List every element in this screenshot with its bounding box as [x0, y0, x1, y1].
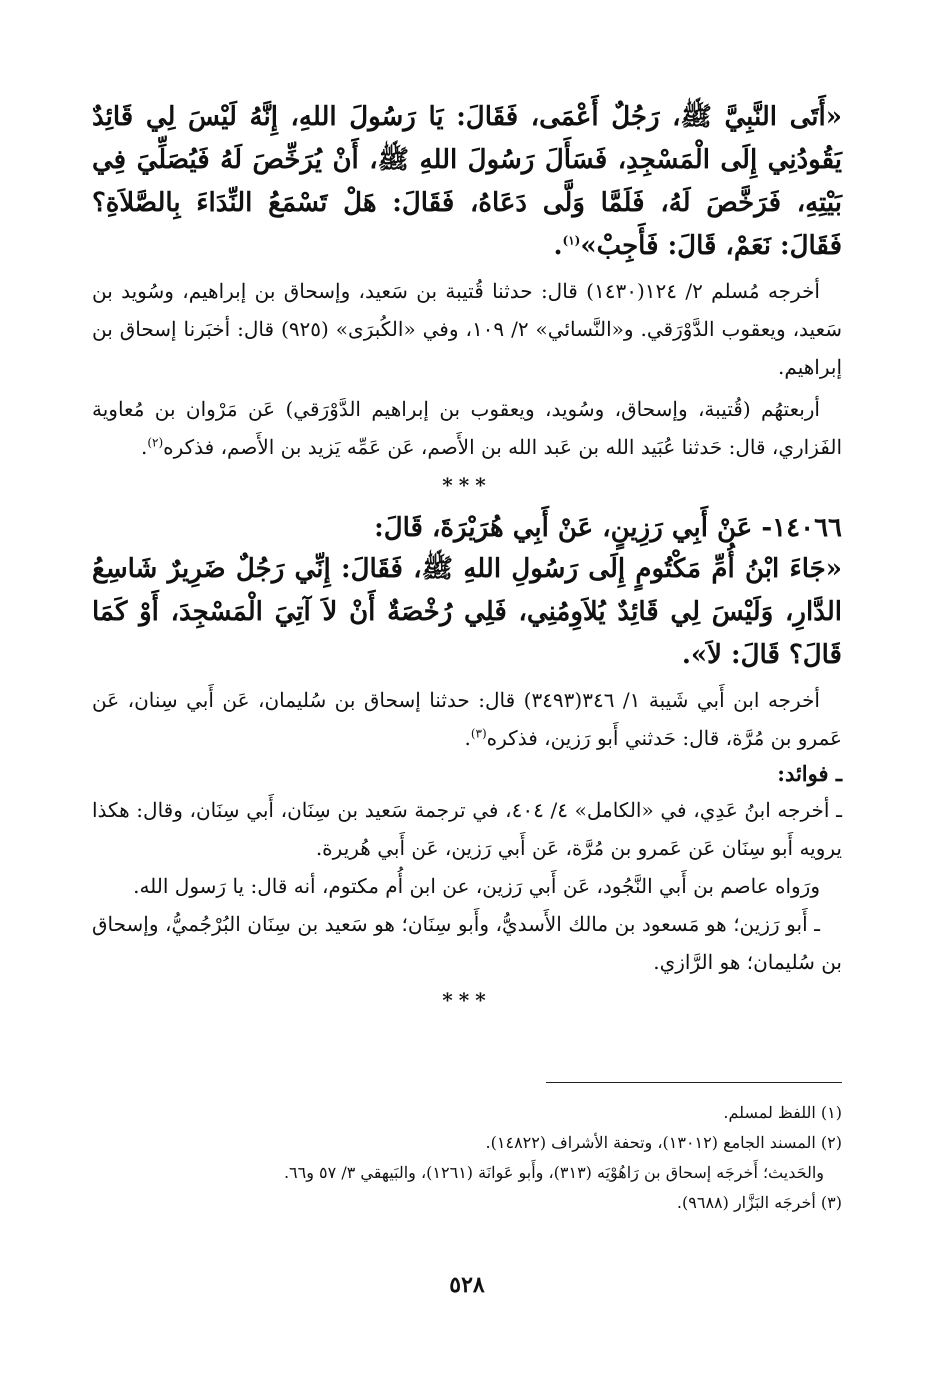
footnote-2-continued: والحَديث؛ أَخرجَه إسحاق بن رَاهُوْيَه (٣١٣)، وأَبو عَوانَة (١٢٦١)، والبَيهقي ٣/ ٥٧ و٦٦.: [283, 1163, 824, 1182]
section-separator-2: ***: [442, 988, 492, 1012]
footnote-ref-1: (١): [562, 233, 581, 248]
hadith-2-heading: ١٤٠٦٦- عَنْ أَبِي رَزِينٍ، عَنْ أَبِي هُرَيْرَةَ، قَالَ:: [374, 513, 842, 543]
section-separator-1: ***: [442, 473, 492, 497]
footnote-2: (٢) المسند الجامع (١٣٠١٢)، وتحفة الأشراف (١٤٨٢٢).: [485, 1133, 842, 1152]
takhrij-2: أخرجه ابن أَبي شَيبة ١/ ٣٤٦(٣٤٩٣) قال: حدثنا إسحاق بن سُليمان، عَن أَبي سِنان، عَن عَمرو بن مُرَّة، قال: حَدثني أَبو رَزين، فذكره$^{(٣)}$.: [92, 688, 842, 750]
benefit-1: ـ أخرجه ابنُ عَدِي، في «الكامل» ٤/ ٤٠٤، في ترجمة سَعيد بن سِنَان، أَبي سِنَان، وقال: هكذا يرويه أَبو سِنَان عَن عَمرو بن مُرَّة، عَن أَبي رَزين، عَن أَبي هُريرة.: [92, 798, 842, 860]
footnote-divider: [546, 1082, 842, 1083]
isnad-1: أربعتهُم (قُتيبة، وإسحاق، وسُويد، ويعقوب بن إبراهيم الدَّوْرَقي) عَن مَرْوان بن مُعاوية الفَزاري، قال: حَدثنا عُبَيد الله بن عَبد الله بن الأَصم، عَن عَمِّه يَزيد بن الأَصم، فذكره$^{(٢)}$.: [92, 397, 842, 459]
hadith-text-2: «جَاءَ ابْنُ أُمِّ مَكْتُومٍ إِلَى رَسُولِ اللهِ ﷺ، فَقَالَ: إِنِّي رَجُلٌ ضَرِيرٌ شَاسِعُ الدَّارِ، وَلَيْسَ لِي قَائِدٌ يُلاَوِمُنِي، فَلِي رُخْصَةٌ أَنْ لاَ آتِيَ الْمَسْجِدَ، أَوْ كَمَا قَالَ؟ قَالَ: لاَ».: [92, 554, 842, 670]
takhrij-2-text: أخرجه ابن أَبي شَيبة ١/ ٣٤٦(٣٤٩٣) قال: حدثنا إسحاق بن سُليمان، عَن أَبي سِنان، عَن عَمرو بن مُرَّة، قال: حَدثني أَبو رَزين، فذكره: [92, 688, 842, 750]
footnote-ref-2: (٢): [147, 435, 164, 450]
footnotes: [100, 1098, 842, 1218]
hadith-1-matn: «أَتَى النَّبِيَّ ﷺ، رَجُلٌ أَعْمَى، فَقَالَ: يَا رَسُولَ اللهِ، إِنَّهُ لَيْسَ لِي قَائِدٌ يَقُودُنِي إِلَى الْمَسْجِدِ، فَسَأَلَ رَسُولَ اللهِ ﷺ، أَنْ يُرَخِّصَ لَهُ فَيُصَلِّيَ فِي بَيْتِهِ، فَرَخَّصَ لَهُ، فَلَمَّا وَلَّى دَعَاهُ، فَقَالَ: هَلْ تَسْمَعُ النِّدَاءَ بِالصَّلاَةِ؟ فَقَالَ: نَعَمْ، قَالَ: فَأَجِبْ»: [92, 102, 842, 261]
isnad-1-text: أربعتهُم (قُتيبة، وإسحاق، وسُويد، ويعقوب بن إبراهيم الدَّوْرَقي) عَن مَرْوان بن مُعاوية الفَزاري، قال: حَدثنا عُبَيد الله بن عَبد الله بن الأَصم، عَن عَمِّه يَزيد بن الأَصم، فذكره: [92, 397, 842, 459]
footnote-1: (١) اللفظ لمسلم.: [723, 1103, 842, 1122]
hadith-text-1: «أَتَى النَّبِيَّ ﷺ، رَجُلٌ أَعْمَى، فَقَالَ: يَا رَسُولَ اللهِ، إِنَّهُ لَيْسَ لِي قَائِدٌ يَقُودُنِي إِلَى الْمَسْجِدِ، فَسَأَلَ رَسُولَ اللهِ ﷺ، أَنْ يُرَخِّصَ لَهُ فَيُصَلِّيَ فِي بَيْتِهِ، فَرَخَّصَ لَهُ، فَلَمَّا وَلَّى دَعَاهُ، فَقَالَ: هَلْ تَسْمَعُ النِّدَاءَ بِالصَّلاَةِ؟ فَقَالَ: نَعَمْ، قَالَ: فَأَجِبْ»$^{(١)}$.: [92, 102, 842, 261]
benefits-title: ـ فوائد:: [777, 761, 842, 786]
benefit-3: ـ أَبو رَزين؛ هو مَسعود بن مالك الأَسديُّ، وأَبو سِنَان؛ هو سَعيد بن سِنَان البُرْجُميُّ، وإسحاق بن سُليمان؛ هو الرَّازي.: [92, 912, 842, 974]
benefit-2: ورَواه عاصم بن أَبي النَّجُود، عَن أَبي رَزين، عن ابن أُم مكتوم، أنه قال: يا رَسول الله.: [133, 874, 820, 898]
footnote-3: (٣) أخرجَه البَزَّار (٩٦٨٨).: [676, 1193, 842, 1212]
footnote-ref-3: (٣): [470, 726, 487, 741]
takhrij-1: أخرجه مُسلم ٢/ ١٢٤(١٤٣٠) قال: حدثنا قُتيبة بن سَعيد، وإسحاق بن إبراهيم، وسُويد بن سَعيد، ويعقوب الدَّوْرَقي. و«النَّسائي» ٢/ ١٠٩، وفي «الكُبرَى» (٩٢٥) قال: أخبَرنا إسحاق بن إبراهيم.: [92, 279, 842, 379]
page-number: ٥٢٨: [449, 1272, 485, 1298]
page-body: [92, 96, 842, 1023]
